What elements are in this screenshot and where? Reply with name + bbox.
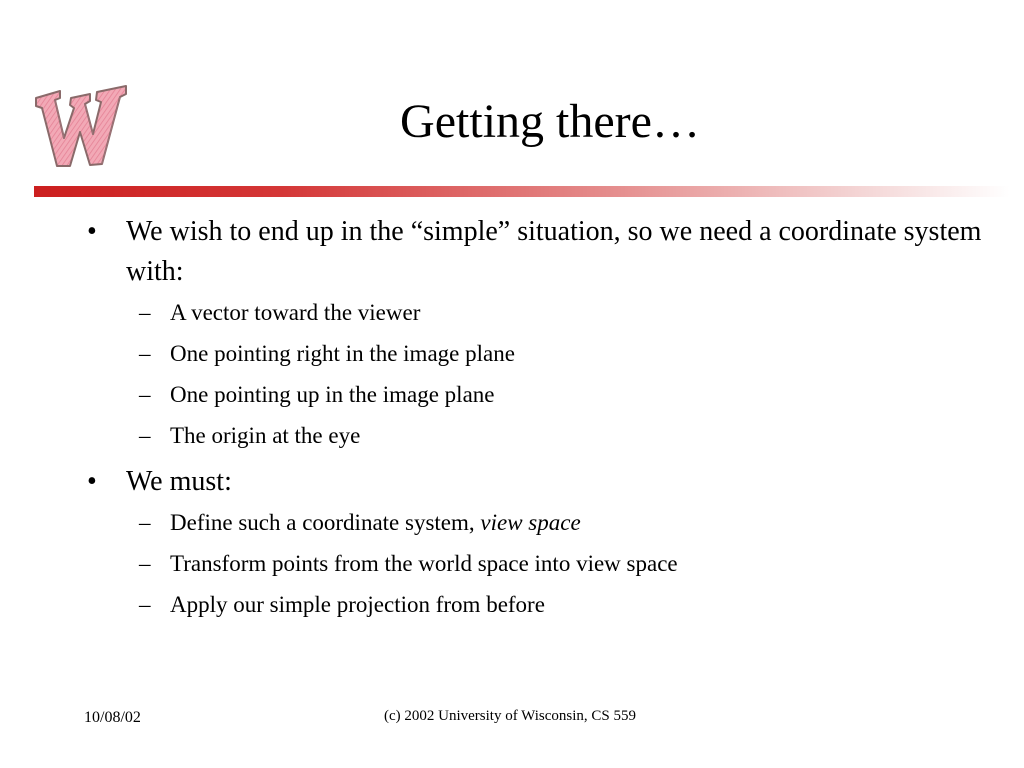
- sub-item: [84, 380, 984, 410]
- sub-item: [84, 590, 984, 620]
- sub-item-text: Transform points from the world space into view space: [170, 551, 678, 576]
- bullet-text: We wish to end up in the “simple” situation, so we need a coordinate system with:: [126, 216, 982, 287]
- bullet-icon: •: [87, 466, 97, 497]
- dash-icon: –: [139, 300, 151, 325]
- dash-icon: –: [139, 382, 151, 407]
- title-divider: [34, 186, 1010, 197]
- sub-item-emphasis: view space: [480, 510, 581, 535]
- sub-item-text: The origin at the eye: [170, 423, 361, 448]
- sub-item-text: One pointing up in the image plane: [170, 382, 495, 407]
- sub-item: [84, 549, 984, 579]
- sub-item: [84, 421, 984, 451]
- sub-item-text: Apply our simple projection from before: [170, 592, 545, 617]
- sub-item-text: Define such a coordinate system,: [170, 510, 481, 535]
- bullet-item: [84, 462, 984, 502]
- wisconsin-w-logo-icon: [30, 78, 134, 178]
- sub-item: [84, 298, 984, 328]
- bullet-item: [84, 212, 984, 292]
- bullet-list: [84, 212, 984, 631]
- footer-date: 10/08/02: [84, 709, 141, 726]
- sub-item-text: One pointing right in the image plane: [170, 341, 515, 366]
- dash-icon: –: [139, 423, 151, 448]
- dash-icon: –: [139, 341, 151, 366]
- sub-item-text: A vector toward the viewer: [170, 300, 421, 325]
- slide-title: Getting there…: [400, 95, 700, 148]
- bullet-text: We must:: [126, 466, 232, 497]
- sub-item: [84, 508, 984, 538]
- bullet-icon: •: [87, 216, 97, 247]
- sub-item: [84, 339, 984, 369]
- dash-icon: –: [139, 510, 151, 535]
- footer-copyright: (c) 2002 University of Wisconsin, CS 559: [383, 708, 637, 724]
- dash-icon: –: [139, 592, 151, 617]
- dash-icon: –: [139, 551, 151, 576]
